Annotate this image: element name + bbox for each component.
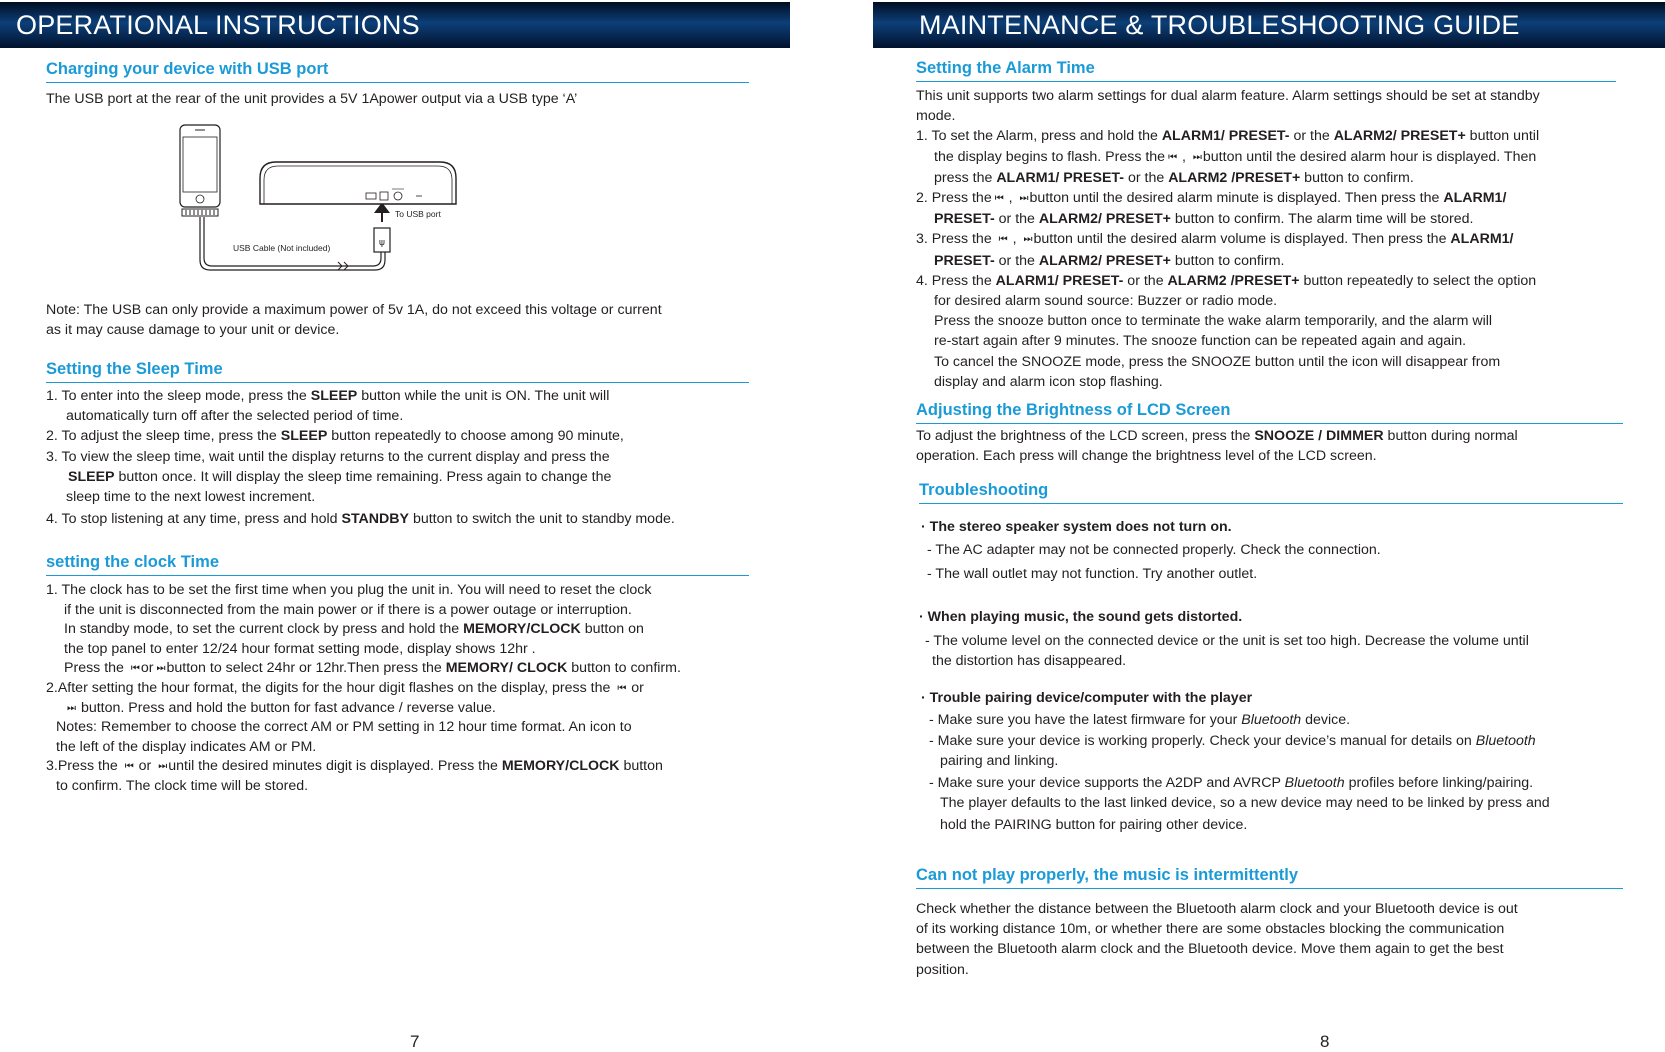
clock-line-7: button. Press and hold the button for fast advance / reverse value. [77,699,496,716]
alarm1-key: ALARM1/ [1443,190,1507,207]
trouble-2-line-1: - The volume level on the connected device or the unit is set too high. Decrease the volume until [925,632,1529,649]
alarm-or: or the [994,211,1039,228]
clock-line-4: the top panel to enter 12/24 hour format setting mode, display shows 12hr . [64,640,536,657]
trouble-3-line-4: - Make sure your device supports the A2DP and AVRCP [929,775,1285,792]
alarm-line-15: display and alarm icon stop flashing. [934,373,1163,390]
alarm1-key: ALARM1/ PRESET- [1161,128,1290,145]
alarm-step-4-end: button repeatedly to select the option [1299,272,1537,289]
clock-section [46,553,749,797]
phone-illustration [180,125,220,216]
alarm-step-1: 1. To set the Alarm, press and hold the [916,128,1162,145]
brightness-line-1-end: button during normal [1383,428,1518,444]
alarm-step-3-end: button to confirm. [1170,252,1285,269]
trouble-3-line-6: hold the PAIRING button for pairing other device. [940,817,1248,834]
intermittent-line-4: position. [916,961,969,978]
trouble-3-line-2: - Make sure your device is working properly. Check your device’s manual for details on [929,732,1476,749]
sleep-step-2: 2. To adjust the sleep time, press the [46,428,281,445]
alarm-clock-unit [260,162,456,204]
sleep-title: Setting the Sleep Time [46,360,749,383]
bluetooth-word: Bluetooth [1284,775,1345,792]
prev-icon: ⏮ [1168,151,1176,163]
next-icon: ⏭ [1019,193,1027,205]
next-icon: ⏭ [1023,234,1031,246]
alarm-or: or the [1289,128,1334,145]
clock-line-10-cont: until the desired minutes digit is displayed. Press the [168,758,502,775]
intermittent-line-2: of its working distance 10m, or whether there are some obstacles blocking the communication [916,921,1505,938]
clock-line-10-end: button [619,758,663,775]
brightness-line-1: To adjust the brightness of the LCD screen, press the [916,428,1255,444]
alarm-comma: , [1004,190,1017,207]
prev-icon: ⏮ [998,234,1006,246]
alarm-line-2: mode. [916,108,956,125]
alarm1-key: ALARM1/ PRESET- [995,272,1124,289]
clock-line-3: In standby mode, to set the current clock by press and hold the [64,621,464,638]
alarm2-key: ALARM2 /PRESET+ [1167,272,1300,289]
clock-line-5: Press the [64,660,128,677]
sleep-step-3: 3. To view the sleep time, wait until the display returns to the current display and press the [46,448,610,465]
sleep-step-1-cont: button while the unit is ON. The unit will [357,388,610,404]
alarm-step-1-line-3: press the [934,169,997,186]
left-banner: OPERATIONAL INSTRUCTIONS [0,2,790,48]
sleep-section [46,360,749,529]
sleep-step-1: 1. To enter into the sleep mode, press the [46,388,311,404]
brightness-line-2: operation. Each press will change the brightness level of the LCD screen. [916,448,1377,465]
sleep-key: SLEEP [280,428,328,445]
bluetooth-word: Bluetooth [1475,732,1536,749]
clock-line-1: 1. The clock has to be set the first time when you plug the unit in. You will need to reset the clock [46,582,652,598]
troubleshooting-title: Troubleshooting [919,481,1623,504]
clock-title: setting the clock Time [46,553,749,576]
prev-icon: ⏮ [124,761,132,773]
trouble-2-heading: · When playing music, the sound gets distorted. [919,608,1243,625]
alarm-line-11: for desired alarm sound source: Buzzer or radio mode. [934,293,1278,310]
usb-title: Charging your device with USB port [46,60,749,83]
left-page [0,0,790,1050]
trouble-1-line-1: - The AC adapter may not be connected properly. Check the connection. [927,542,1381,559]
memory-clock-key: MEMORY/CLOCK [463,621,581,638]
sleep-step-3-cont: button once. It will display the sleep time remaining. Press again to change the [114,468,612,485]
trouble-3-line-4-end: profiles before linking/pairing. [1344,775,1534,792]
sleep-step-1-line-2: automatically turn off after the selected period of time. [66,408,404,425]
right-page [873,0,1665,1050]
sleep-step-4-cont: button to switch the unit to standby mode. [409,511,675,528]
usb-note-line-1: Note: The USB can only provide a maximum power of 5v 1A, do not exceed this voltage or current [46,302,662,318]
usb-section [46,60,749,109]
clock-line-5-end: button to confirm. [567,660,681,677]
clock-line-2: if the unit is disconnected from the main power or if there is a power outage or interruption. [64,601,632,618]
cable-label: USB Cable (Not included) [233,243,331,253]
port-label: To USB port [395,209,441,219]
sleep-step-4: 4. To stop listening at any time, press and hold [46,511,342,528]
snooze-dimmer-key: SNOOZE / DIMMER [1254,428,1384,444]
alarm-or: or the [994,252,1039,269]
usb-note [46,300,766,340]
alarm-step-1-line-2-end: button until the desired alarm hour is displayed. Then [1202,148,1537,165]
alarm-comma: , [1008,231,1021,248]
svg-text:ψ: ψ [379,238,385,248]
alarm-step-1-line-2: the display begins to flash. Press the [934,148,1166,165]
prev-icon: ⏮ [130,663,138,675]
trouble-3-line-1-end: device. [1301,712,1351,729]
prev-icon: ⏮ [617,682,625,694]
trouble-1-line-2: - The wall outlet may not function. Try another outlet. [927,566,1258,583]
brightness-title: Adjusting the Brightness of LCD Screen [916,401,1623,424]
page-number-left: 7 [410,1032,420,1051]
trouble-3-heading: · Trouble pairing device/computer with the player [921,690,1253,707]
troubleshooting-section [919,481,1623,836]
memory-clock-key: MEMORY/CLOCK [501,758,620,775]
trouble-2-line-2: the distortion has disappeared. [932,653,1127,670]
alarm2-key: ALARM2/ PRESET+ [1333,128,1466,145]
clock-line-6: 2.After setting the hour format, the digits for the hour digit flashes on the display, press the [46,679,615,696]
alarm-comma: , [1178,148,1190,165]
alarm-title: Setting the Alarm Time [916,59,1616,82]
alarm-section [916,59,1616,392]
clock-or: or [140,660,154,677]
sleep-step-2-cont: button repeatedly to choose among 90 minute, [327,428,624,445]
memory-clock-key: MEMORY/ CLOCK [445,660,568,677]
bluetooth-word: Bluetooth [1241,712,1302,729]
alarm2-key: ALARM2/ PRESET+ [1038,211,1171,228]
alarm-line-14: To cancel the SNOOZE mode, press the SNOOZE button until the icon will disappear from [934,353,1501,370]
intermittent-section [916,866,1623,980]
alarm-step-3-cont: button until the desired alarm volume is displayed. Then press the [1033,231,1451,248]
alarm-line-13: re-start again after 9 minutes. The snooze function can be repeated again and again. [934,333,1467,350]
clock-or: or [627,679,644,696]
intermittent-line-3: between the Bluetooth alarm clock and the Bluetooth device. Move them again to get the best [916,941,1504,958]
usb-intro: The USB port at the rear of the unit provides a 5V 1Apower output via a USB type ‘A’ [46,91,578,107]
clock-line-11: to confirm. The clock time will be stored. [56,777,309,794]
alarm-step-2-end: button to confirm. The alarm time will be stored. [1170,211,1474,228]
right-banner: MAINTENANCE & TROUBLESHOOTING GUIDE [873,2,1665,48]
sleep-step-3-line-3: sleep time to the next lowest increment. [66,489,316,506]
alarm-step-2-cont: button until the desired alarm minute is displayed. Then press the [1029,190,1444,207]
sleep-key: SLEEP [68,468,115,485]
alarm1-key: ALARM1/ PRESET- [996,169,1125,186]
alarm-step-2: 2. Press the [916,190,992,207]
next-icon: ⏭ [158,761,166,773]
alarm2-key: ALARM2/ PRESET+ [1038,252,1171,269]
clock-line-9: the left of the display indicates AM or PM. [56,738,317,755]
next-icon: ⏭ [1192,151,1200,163]
preset-minus-key: PRESET- [934,211,995,228]
next-icon: ⏭ [67,702,74,714]
alarm2-key: ALARM2 /PRESET+ [1168,169,1301,186]
alarm-step-3: 3. Press the [916,231,996,248]
usb-note-line-2: as it may cause damage to your unit or device. [46,322,340,339]
trouble-1-heading: · The stereo speaker system does not turn on. [921,519,1232,535]
preset-minus-key: PRESET- [934,252,995,269]
intermittent-line-1: Check whether the distance between the Bluetooth alarm clock and your Bluetooth device is out [916,901,1518,917]
next-icon: ⏭ [156,663,164,675]
trouble-3-line-3: pairing and linking. [940,752,1059,769]
usb-diagram [160,120,490,290]
alarm-or: or the [1124,169,1169,186]
alarm1-key: ALARM1/ [1450,231,1514,248]
clock-line-8: Notes: Remember to choose the correct AM or PM setting in 12 hour time format. An icon to [56,719,632,736]
clock-line-3-end: button on [580,621,644,638]
clock-or: or [134,758,156,775]
brightness-section [916,401,1623,466]
trouble-3-line-5: The player defaults to the last linked device, so a new device may need to be linked by press and [940,795,1550,812]
trouble-3-line-1: - Make sure you have the latest firmware for your [929,712,1242,729]
sleep-key: SLEEP [310,388,358,404]
page-number-right: 8 [1320,1032,1330,1051]
clock-line-10: 3.Press the [46,758,122,775]
intermittent-title: Can not play properly, the music is intermittently [916,866,1623,889]
alarm-line-1: This unit supports two alarm settings for dual alarm feature. Alarm settings should be set at standby [916,88,1540,104]
alarm-step-1-end: button until [1465,128,1540,145]
alarm-step-1-line-3-end: button to confirm. [1300,169,1414,186]
alarm-step-4: 4. Press the [916,272,996,289]
prev-icon: ⏮ [994,193,1002,205]
alarm-line-12: Press the snooze button once to terminate the wake alarm temporarily, and the alarm will [934,313,1493,330]
clock-line-5-cont: button to select 24hr or 12hr.Then press the [166,660,446,677]
alarm-or: or the [1123,272,1168,289]
standby-key: STANDBY [341,511,410,528]
